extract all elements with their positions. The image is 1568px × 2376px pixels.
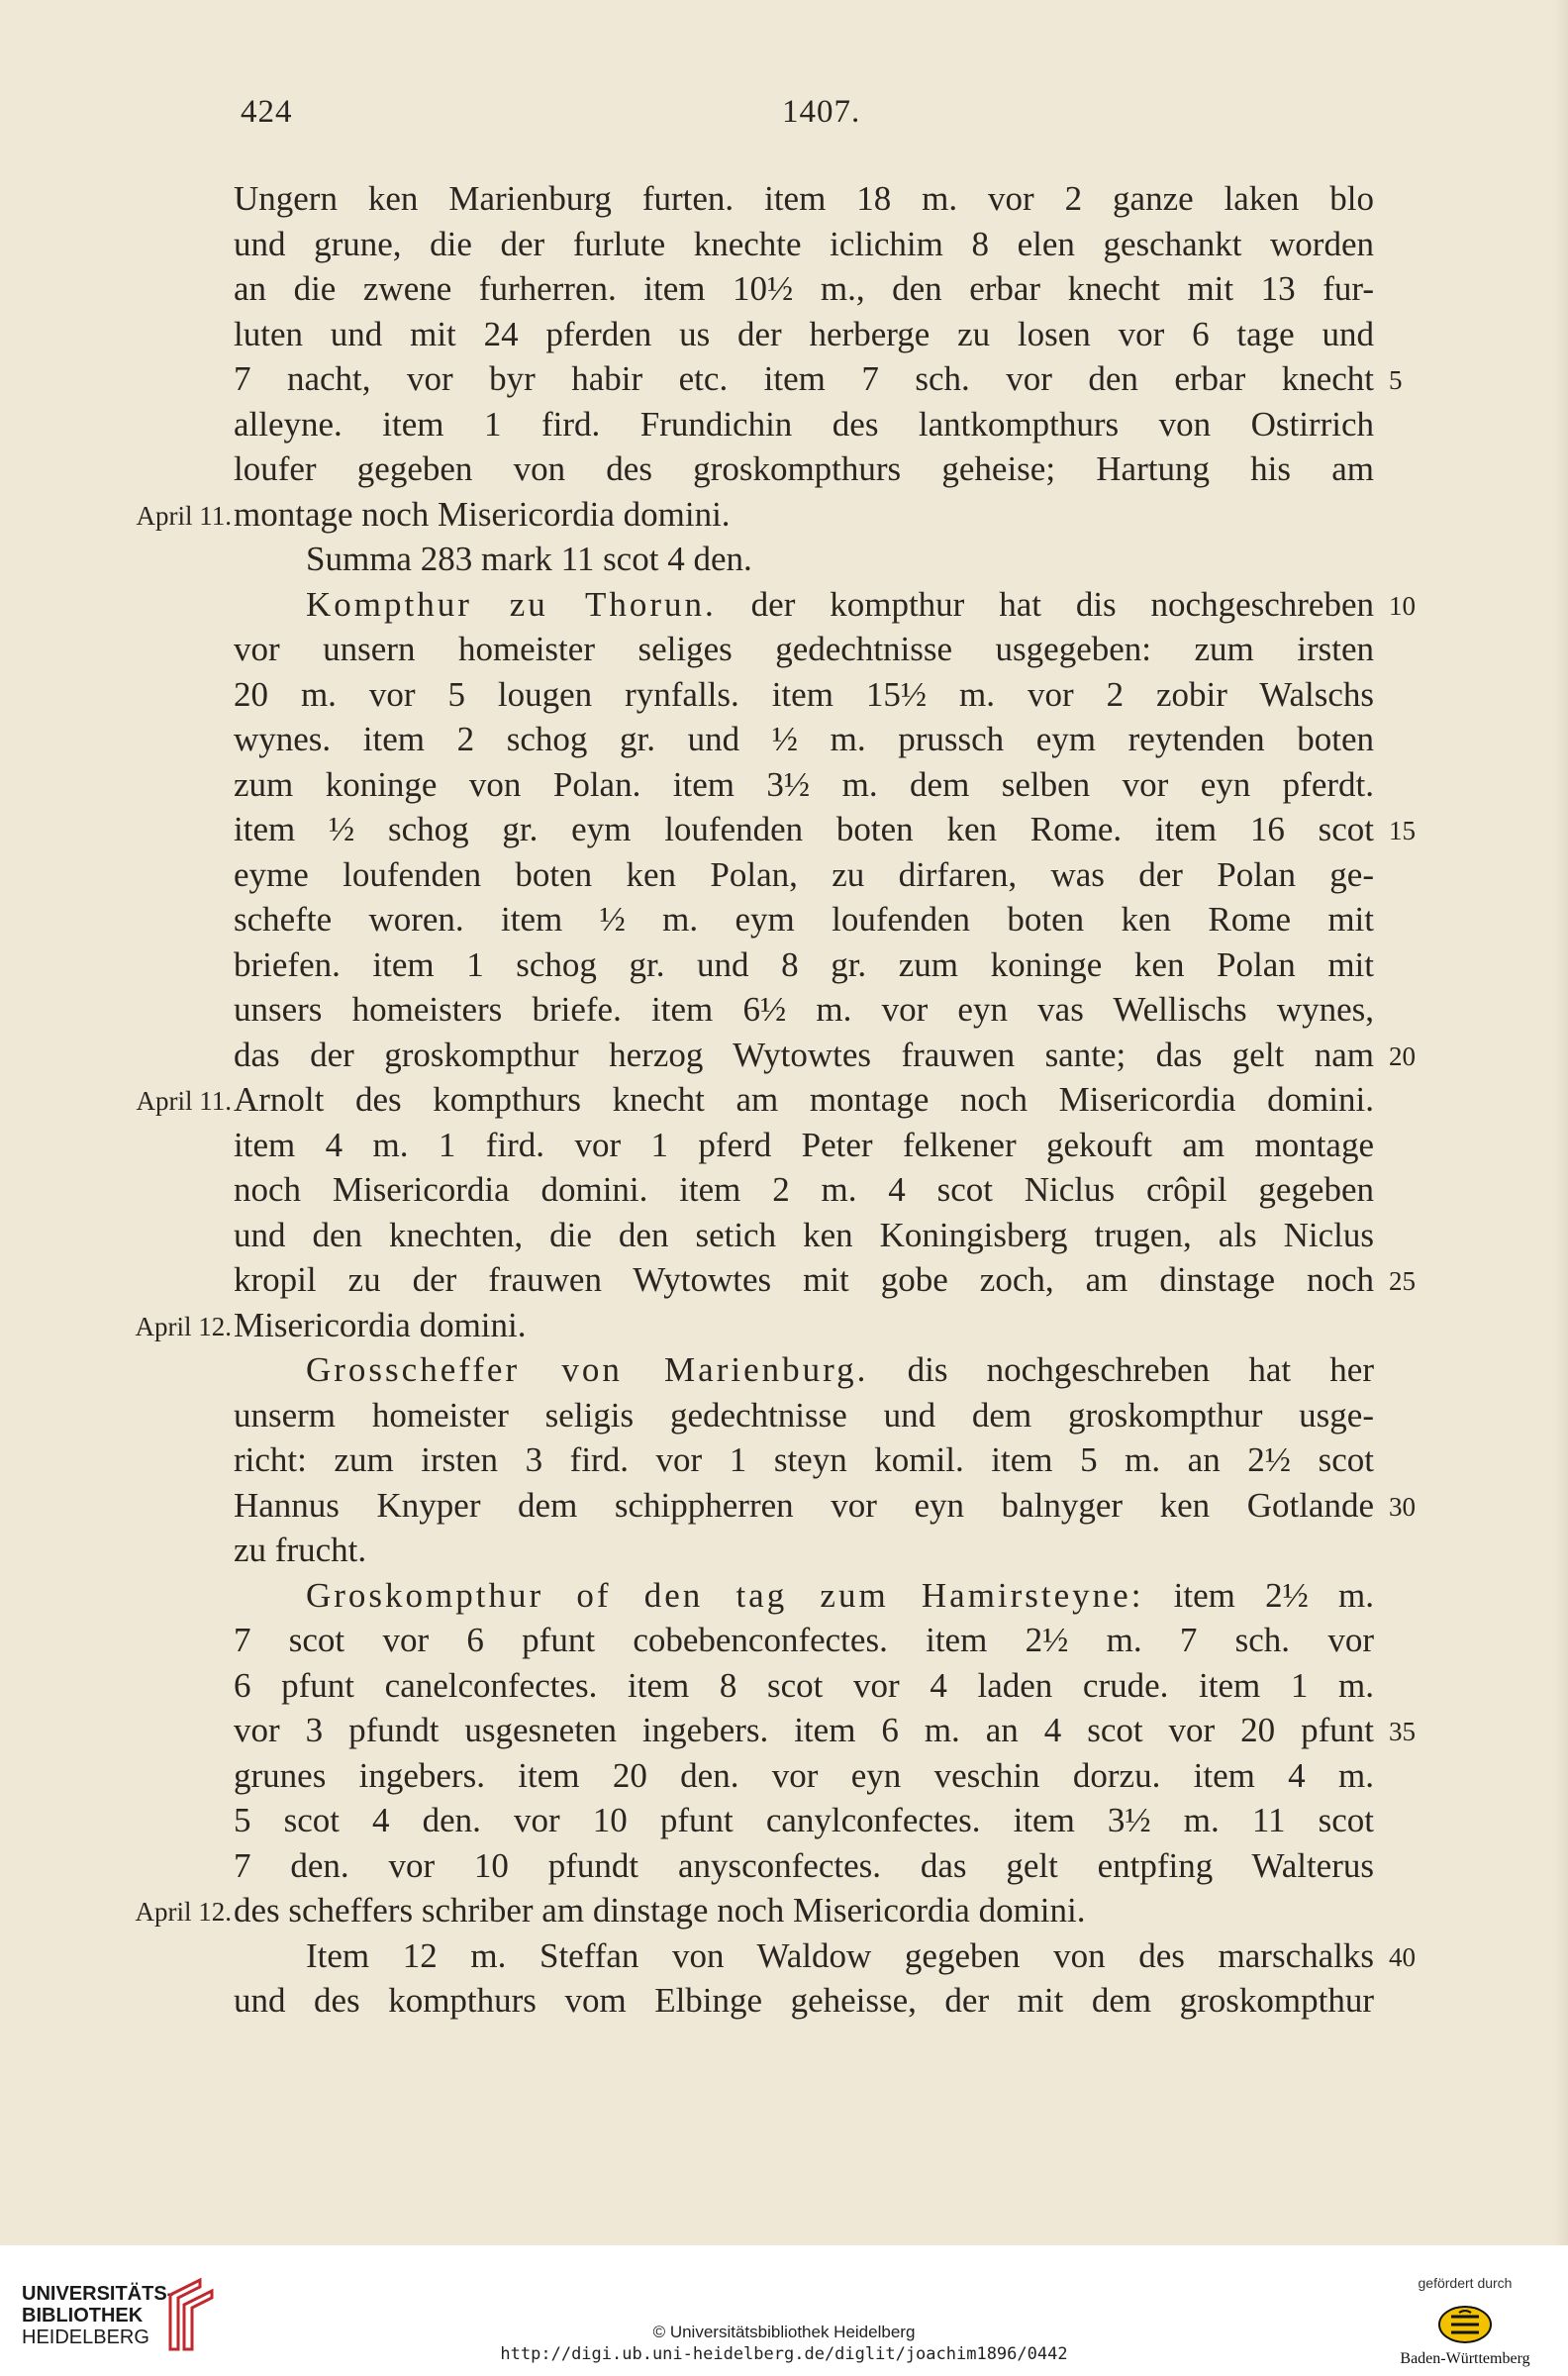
text-line [234,942,1372,988]
line-number: 5 [1389,365,1403,395]
page-year-header: 1407. [782,94,861,130]
text-line-content: vor unsern homeister seliges gedechtnisse usgegeben: zum irsten [234,630,1374,668]
permalink-url[interactable]: http://digi.ub.uni-heidelberg.de/diglit/joachim1896/0442 [500,2344,1068,2364]
body-text [135,176,1416,2024]
text-line [234,312,1372,357]
text-line [234,852,1372,898]
sponsor-label: gefördert durch [1418,2275,1513,2291]
text-line [234,1123,1372,1168]
text-line-content [234,1347,1374,1393]
text-line [234,1483,1416,1529]
page-edge [1554,0,1568,2245]
text-line [234,176,1372,222]
text-line-rest: der kompthur hat dis nochgeschreben [716,584,1374,624]
line-number: 30 [1389,1491,1416,1522]
text-line [234,537,1372,582]
text-line-content: vor 3 pfundt usgesneten ingebers. item 6 m. an 4 scot vor 20 pfunt [234,1711,1374,1749]
line-number: 40 [1389,1941,1416,1972]
sponsor-block [1386,2275,1544,2368]
section-heading: Grosscheffer von Marienburg. [306,1350,869,1389]
text-line [234,356,1403,402]
text-line-content: 7 nacht, vor byr habir etc. item 7 sch. vor den erbar knecht [234,359,1374,398]
text-line-content: richt: zum irsten 3 fird. vor 1 steyn komil. item 5 m. an 2½ scot [234,1440,1374,1479]
text-line-content: und des kompthurs vom Elbinge geheisse, der mit dem groskompthur [234,1981,1374,2020]
text-line-content: das der groskompthur herzog Wytowtes frauwen sante; das gelt nam [234,1035,1374,1074]
line-number: 20 [1389,1040,1416,1071]
text-line-content: item 4 m. 1 fird. vor 1 pferd Peter felkener gekouft am montage [234,1125,1374,1164]
text-line-content: 20 m. vor 5 lougen rynfalls. item 15½ m. vor 2 zobir Walschs [234,674,1374,714]
copyright-notice: © Universitätsbibliothek Heidelberg [652,2323,916,2341]
text-line-content: 5 scot 4 den. vor 10 pfunt canylconfectes. item 3½ m. 11 scot [234,1801,1374,1839]
text-line [234,762,1372,808]
text-line [234,627,1372,672]
text-line-content: 7 den. vor 10 pfundt anysconfectes. das gelt entpfing Walterus [234,1845,1374,1885]
text-line-rest: item 2½ m. [1143,1575,1374,1615]
sponsor-name: Baden-Württemberg [1400,2350,1530,2367]
text-line [234,1978,1372,2024]
text-line-content: unserm homeister seligis gedechtnisse und dem groskompthur usge- [234,1395,1374,1435]
text-line [234,717,1372,762]
text-line [136,492,1372,538]
text-line [234,446,1372,492]
text-line [234,402,1372,447]
text-line-content: wynes. item 2 schog gr. und ½ m. prussch eym reytenden boten [234,720,1374,758]
text-line [234,1753,1372,1799]
page-number: 424 [241,94,293,130]
text-line [234,1843,1372,1889]
text-line-content: item ½ schog gr. eym loufenden boten ken Rome. item 16 scot [234,810,1374,848]
text-line-content: Hannus Knyper dem schippherren vor eyn balnyger ken Gotlande [234,1485,1374,1525]
text-line [234,1663,1372,1709]
coat-of-arms-icon [1437,2305,1493,2344]
margin-date: April 12. [135,1897,232,1927]
text-line-content: montage noch Misericordia domini. [234,494,731,534]
text-line [234,1257,1416,1303]
text-line [135,1888,1372,1933]
margin-date: April 11. [136,1086,232,1116]
text-line-content: kropil zu der frauwen Wytowtes mit gobe zoch, am dinstage noch [234,1260,1374,1299]
text-line [136,1077,1374,1123]
library-name-line3: HEIDELBERG [22,2326,149,2348]
text-line-content: eyme loufenden boten ken Polan, zu dirfaren, was der Polan ge- [234,854,1374,894]
text-line [234,1798,1372,1843]
line-number: 15 [1389,816,1416,845]
text-line-rest: dis nochgeschreben hat her [868,1350,1374,1389]
text-line [234,1393,1372,1438]
line-number: 35 [1389,1717,1416,1746]
section-heading: Kompthur zu Thorun. [306,584,717,624]
library-name-line2: BIBLIOTHEK [22,2305,144,2326]
text-line-content: des scheffers schriber am dinstage noch Misericordia domini. [234,1891,1086,1930]
text-line-content: noch Misericordia domini. item 2 m. 4 scot Niclus crôpil gegeben [234,1170,1374,1209]
text-line-content: Summa 283 mark 11 scot 4 den. [306,540,752,578]
text-line [234,1708,1416,1753]
text-line [234,1933,1416,1979]
text-line [234,807,1416,852]
line-number: 10 [1389,590,1416,621]
margin-date: April 11. [136,500,232,531]
margin-date: April 12. [135,1311,232,1341]
text-line [234,1528,1372,1573]
text-line-content: zu frucht. [234,1531,367,1569]
text-line-content: 6 pfunt canelconfectes. item 8 scot vor 4 laden crude. item 1 m. [234,1665,1374,1705]
text-line [234,1167,1372,1213]
text-line [234,1033,1416,1078]
text-line-content: alleyne. item 1 fird. Frundichin des lantkompthurs von Ostirrich [234,404,1374,444]
text-line [135,1303,1372,1348]
text-line [234,672,1372,718]
footer [0,2245,1568,2376]
line-number: 25 [1389,1266,1416,1296]
text-line-content: zum koninge von Polan. item 3½ m. dem selben vor eyn pferdt. [234,764,1374,804]
text-line [234,897,1372,942]
text-line [234,987,1372,1033]
text-line-content: und den knechten, die den setich ken Koningisberg trugen, als Niclus [234,1215,1374,1254]
text-line-content: unsers homeisters briefe. item 6½ m. vor eyn vas Wellischs wynes, [234,990,1374,1029]
text-line-content: Item 12 m. Steffan von Waldow gegeben von des marschalks [306,1935,1374,1975]
text-line [234,1618,1372,1663]
text-line-content: Arnolt des kompthurs knecht am montage noch Misericordia domini. [234,1080,1374,1119]
text-line [234,266,1372,312]
text-line-content [234,582,1374,628]
text-line-content: Misericordia domini. [234,1305,527,1344]
text-line [234,222,1372,267]
library-name-line1: UNIVERSITÄTS- [22,2283,174,2305]
text-line-content: und grune, die der furlute knechte iclichim 8 elen geschankt worden [234,224,1374,263]
text-line-content: schefte woren. item ½ m. eym loufenden boten ken Rome mit [234,900,1374,939]
text-line [234,1213,1372,1258]
text-line-content: luten und mit 24 pferden us der herberge zu losen vor 6 tage und [234,314,1374,353]
text-line [234,582,1416,628]
text-line-content: 7 scot vor 6 pfunt cobebenconfectes. item 2½ m. 7 sch. vor [234,1621,1374,1659]
text-line-content: Ungern ken Marienburg furten. item 18 m. vor 2 ganze laken blo [234,179,1374,218]
section-heading: Groskompthur of den tag zum Hamirsteyne: [306,1575,1144,1615]
text-line-content: loufer gegeben von des groskompthurs geheise; Hartung his am [234,449,1374,488]
text-line-content: grunes ingebers. item 20 den. vor eyn veschin dorzu. item 4 m. [234,1755,1374,1795]
text-line [234,1437,1372,1483]
library-logo-icon [160,2275,220,2354]
text-line-content: an die zwene furherren. item 10½ m., den erbar knecht mit 13 fur- [234,269,1374,308]
text-line-content: briefen. item 1 schog gr. und 8 gr. zum koninge ken Polan mit [234,944,1374,984]
text-line [234,1347,1372,1393]
text-line [234,1573,1372,1619]
text-line-content [234,1573,1374,1619]
